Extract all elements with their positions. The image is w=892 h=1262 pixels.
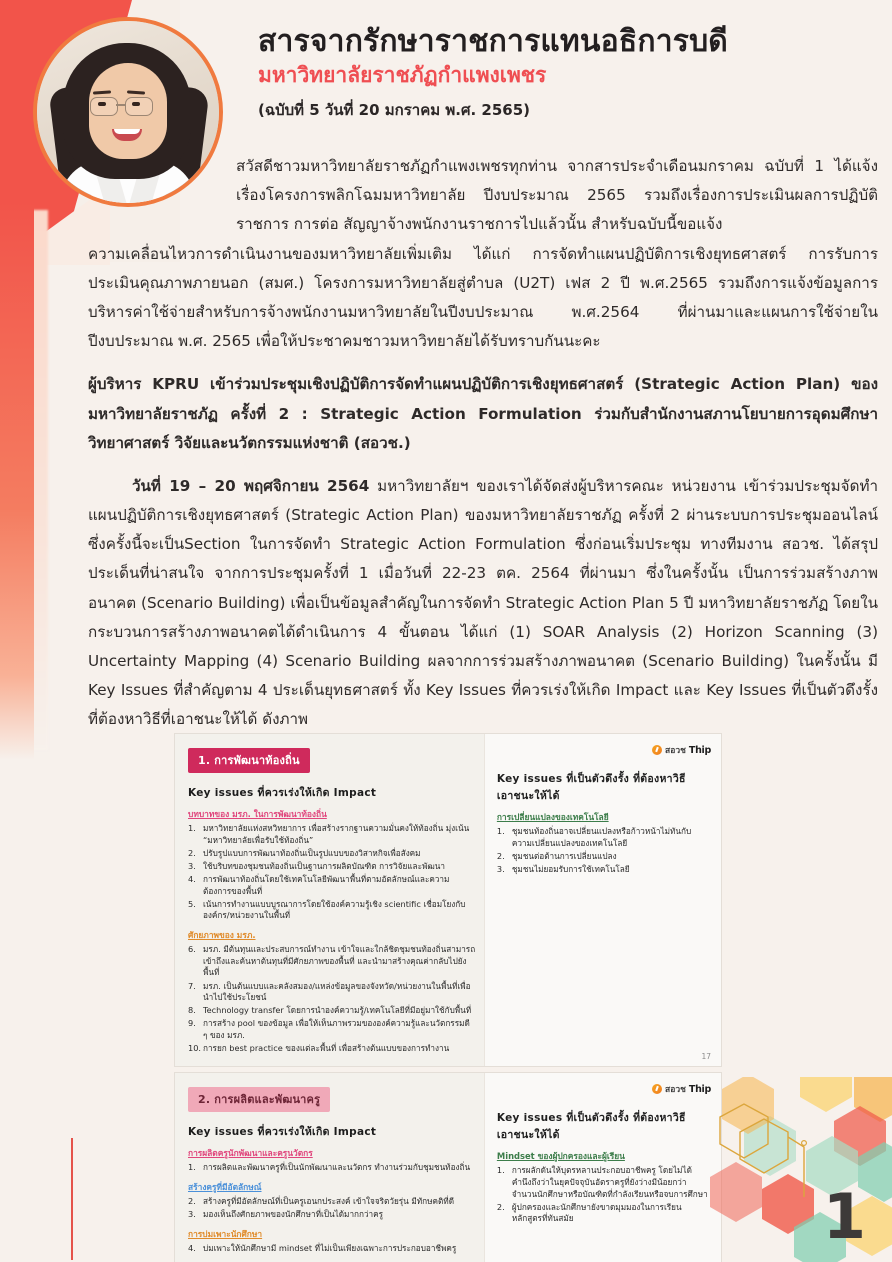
avatar-teeth bbox=[114, 129, 140, 134]
glasses-icon-left bbox=[90, 97, 118, 116]
list-item-number: 3. bbox=[496, 863, 505, 874]
list-item bbox=[188, 1162, 476, 1174]
list-item bbox=[497, 851, 711, 863]
slide-title-pill: 2. การผลิตและพัฒนาครู bbox=[188, 1087, 330, 1112]
paragraph-1-indented: สวัสดีชาวมหาวิทยาลัยราชภัฏกำแพงเพชรทุกท่าน จากสารประจำเดือนมกราคม ฉบับที่ 1 ได้แจ้งเรื่องโครงการพลิกโฉมมหาวิทยาลัย ปีงบประมาณ 2565 รวมถึงเรื่องการประเมินผลการปฏิบัติราชการ การต่อ สัญญาจ้างพนักงานราชการไปแล้วนั้น สำหรับฉบับนี้ขอแจ้ง bbox=[236, 157, 878, 234]
list-item-text: ผู้ปกครองและนักศึกษายังขาดมุมมองในการเรียนหลักสูตรที่ทันสมัย bbox=[511, 1201, 682, 1224]
list-item-text: การผลิตและพัฒนาครูที่เป็นนักพัฒนาและนวัตกร ทำงานร่วมกับชุมชนท้องถิ่น bbox=[203, 1162, 471, 1173]
slide-card bbox=[174, 733, 722, 1067]
list-item-number: 8. bbox=[188, 1005, 196, 1016]
logo-text: สอวช bbox=[665, 746, 686, 756]
list-item bbox=[497, 864, 711, 876]
list-item-number: 2. bbox=[188, 847, 196, 858]
list-item-number: 1. bbox=[188, 823, 196, 833]
logo-brand-text: Thip bbox=[688, 1083, 711, 1095]
issue-list bbox=[188, 823, 476, 922]
paragraph-2-text: มหาวิทยาลัยฯ ของเราได้จัดส่งผู้บริหารคณะ หน่วยงาน เข้าร่วมประชุมจัดทำแผนปฏิบัติการเชิงยุทธศาสตร์ (Strategic Action Plan) ของมหาวิทยาลัยราชภัฏ ครั้งที่ 2 ผ่านระบบการประชุมออนไลน์ ซึ่งครั้งนี้จะเป็นSection ในการจัดทำ Strategic Action Formulation ซึ่งก่อนเริ่มประชุม ทางทีมงาน สอวช. ได้สรุปประเด็นที่น่าสนใจ จากการประชุมครั้งที่ 1 เมื่อวันที่ 22-23 ตค. 2564 ที่ผ่านมา ซึ่งในครั้งนั้น เป็นการร่วมสร้างภาพอนาคต (Scenario Building) เพื่อเป็นข้อมูลสำคัญในการจัดทำ Strategic Action Plan 5 ปี มหาวิทยาลัยราชภัฏ โดยในกระบวนการสร้างภาพอนาคตได้ดำเนินการ 4 ขั้นตอน ได้แก่ (1) SOAR Analysis (2) Horizon Scanning (3) Uncertainty Mapping (4) Scenario Building ผลจากการร่วมสร้างภาพอนาคต (Scenario Building) ในครั้งนั้น มี Key Issues ที่สำคัญตาม 4 ประเด็นยุทธศาสตร์ ทั้ง Key Issues ที่ควรเร่งให้เกิด Impact และ Key Issues ที่เป็นตัวดึงรั้งที่ต้องหาวิธีที่เอาชนะให้ได้ ดังภาพ bbox=[88, 476, 878, 729]
list-item bbox=[497, 826, 711, 849]
list-item-text: ปรับรูปแบบการพัฒนาท้องถิ่นเป็นรูปแบบของวิสาหกิจเพื่อสังคม bbox=[203, 847, 421, 858]
list-item-text: การยก best practice ของแต่ละพื้นที่ เพื่อสร้างต้นแบบของการทำงาน bbox=[203, 1043, 450, 1054]
list-item-number: 6. bbox=[188, 944, 196, 955]
list-item-text: ชุมชนต่อต้านการเปลี่ยนแปลง bbox=[511, 850, 617, 861]
sovch-thip-logo bbox=[652, 743, 711, 757]
issue-list bbox=[497, 826, 711, 876]
impact-heading: Key issues ที่ควรเร่งให้เกิด Impact bbox=[188, 1126, 377, 1139]
group-label: การเปลี่ยนแปลงของเทคโนโลยี bbox=[496, 812, 609, 822]
barrier-heading: Key issues ที่เป็นตัวดึงรั้ง ที่ต้องหาวิธีเอาชนะให้ได้ bbox=[496, 773, 686, 802]
list-item-number: 1. bbox=[188, 1162, 196, 1173]
list-item-number: 10. bbox=[188, 1043, 202, 1054]
list-item bbox=[188, 899, 476, 922]
page-subtitle: มหาวิทยาลัยราชภัฏกำแพงเพชร bbox=[258, 63, 547, 88]
list-item bbox=[188, 944, 476, 979]
list-item bbox=[188, 823, 476, 846]
list-item-text: เน้นการทำงานแบบบูรณาการโดยใช้องค์ความรู้เชิง scientific เชื่อมโยงกับองค์กร/หน่วยงานในพื้นที่ bbox=[203, 898, 466, 921]
logo-swoosh-icon bbox=[652, 745, 662, 755]
list-item-text: ใช้บริบทของชุมชนท้องถิ่นเป็นฐานการผลิตบัณฑิต การวิจัยและพัฒนา bbox=[203, 860, 445, 871]
paragraph-2-date: วันที่ 19 – 20 พฤศจิกายน 2564 bbox=[132, 476, 370, 495]
slide-card bbox=[174, 1072, 722, 1262]
list-item bbox=[188, 1196, 476, 1208]
slide-gallery bbox=[174, 733, 722, 1262]
page-title: สารจากรักษาราชการแทนอธิการบดี bbox=[258, 24, 728, 59]
list-item bbox=[497, 1202, 711, 1225]
list-item-number: 3. bbox=[188, 860, 196, 871]
group-label: Mindset ของผู้ปกครองและผู้เรียน bbox=[496, 1151, 625, 1162]
slide-columns bbox=[175, 1073, 721, 1262]
logo-brand-text: Thip bbox=[688, 744, 711, 756]
logo-swoosh-icon bbox=[652, 1084, 662, 1094]
list-item bbox=[188, 1043, 476, 1055]
list-item-text: มรภ. มีต้นทุนและประสบการณ์ทำงาน เข้าใจและใกล้ชิดชุมชนท้องถิ่นสามารถเข้าถึงและค้นหาต้นทุนที่มีศักยภาพของพื้นที่ และนำมาสร้างคุณค่ากลับไปยังพื้นที่ bbox=[203, 944, 476, 978]
list-item-number: 2. bbox=[496, 1201, 505, 1212]
glasses-bridge bbox=[116, 104, 125, 106]
issue-list bbox=[497, 1165, 711, 1225]
list-item-number: 4. bbox=[188, 874, 196, 885]
left-vertical-rule bbox=[71, 1138, 73, 1260]
list-item-number: 2. bbox=[496, 850, 505, 861]
logo-text: สอวช bbox=[665, 1085, 686, 1096]
list-item bbox=[188, 1209, 476, 1221]
list-item-text: สร้างครูที่มีอัตลักษณ์ที่เป็นครูเอนกประสงค์ เข้าใจจริตวัยรุ่น มีทักษคติที่ดี bbox=[203, 1196, 455, 1207]
slide-left-column bbox=[175, 734, 484, 1066]
group-label: บทบาทของ มรภ. ในการพัฒนาท้องถิ่น bbox=[188, 809, 327, 819]
list-item-text: การสร้าง pool ของข้อมูล เพื่อให้เห็นภาพรวมขององค์ความรู้และนวัตกรรมดี ๆ ของ มรภ. bbox=[203, 1018, 470, 1041]
list-item-text: มหาวิทยาลัยแห่งสหวิทยาการ เพื่อสร้างรากฐานความมั่นคงให้ท้องถิ่น มุ่งเน้น “มหาวิทยาลัยเพื่อรับใช้ท้องถิ่น” bbox=[203, 823, 470, 845]
list-item-number: 5. bbox=[188, 898, 196, 909]
list-item-text: การผลักดันให้บุตรหลานประกอบอาชีพครู โดยไม่ได้คำนึงถึงว่าในยุคปัจจุบันอัตราครูที่ยังว่างมีน้อยกว่าจำนวนนักศึกษาหรือบัณฑิตที่กำลังเรียนหรือจบการศึกษา bbox=[511, 1165, 708, 1199]
group-label: สร้างครูที่มีอัตลักษณ์ bbox=[188, 1182, 262, 1193]
list-item bbox=[188, 848, 476, 860]
avatar-eye-right bbox=[132, 102, 140, 106]
left-accent-band bbox=[0, 200, 34, 760]
list-item-number: 3. bbox=[188, 1209, 196, 1220]
list-item-number: 4. bbox=[188, 1242, 196, 1253]
slide-page-number: 17 bbox=[701, 1052, 711, 1062]
list-item-number: 7. bbox=[188, 980, 196, 991]
issue-list bbox=[188, 1196, 476, 1221]
issue-list bbox=[188, 1243, 476, 1255]
paragraph-2 bbox=[88, 472, 878, 735]
avatar-eye-left bbox=[98, 102, 106, 106]
slide-title-pill: 1. การพัฒนาท้องถิ่น bbox=[188, 748, 310, 773]
list-item-number: 1. bbox=[496, 826, 505, 836]
list-item-number: 1. bbox=[496, 1165, 505, 1176]
barrier-heading: Key issues ที่เป็นตัวดึงรั้ง ที่ต้องหาวิธีเอาชนะให้ได้ bbox=[496, 1112, 686, 1142]
list-item-text: มองเห็นถึงศักยภาพของนักศึกษาที่เป็นได้มากกว่าครู bbox=[203, 1209, 384, 1220]
list-item-text: Technology transfer โดยการนำองค์ความรู้/เทคโนโลยีที่มีอยู่มาใช้กับพื้นที่ bbox=[203, 1005, 472, 1016]
slide-columns bbox=[175, 734, 721, 1066]
list-item-text: ชุมชนท้องถิ่นอาจเปลี่ยนแปลงหรือก้าวหน้าไม่ทันกับความเปลี่ยนแปลงของเทคโนโลยี bbox=[511, 826, 692, 848]
list-item bbox=[188, 861, 476, 873]
list-item-number: 2. bbox=[188, 1196, 196, 1207]
section-heading: ผู้บริหาร KPRU เข้าร่วมประชุมเชิงปฏิบัติการจัดทำแผนปฏิบัติการเชิงยุทธศาสตร์ (Strategic Action Plan) ของมหาวิทยาลัยราชภัฏ ครั้งที่ 2 : Strategic Action Formulation ร่วมกับสำนักงานสภานโยบายการอุดมศึกษา วิทยาศาสตร์ วิจัยและนวัตกรรมแห่งชาติ (สอวช.) bbox=[88, 375, 878, 452]
slide-right-column bbox=[484, 734, 721, 1066]
glasses-icon-right bbox=[125, 97, 153, 116]
list-item-text: การพัฒนาท้องถิ่นโดยใช้เทคโนโลยีพัฒนาพื้นที่ตามอัตลักษณ์และความต้องการของพื้นที่ bbox=[203, 874, 450, 896]
impact-heading: Key issues ที่ควรเร่งให้เกิด Impact bbox=[188, 787, 377, 799]
list-item-text: ชุมชนไม่ยอมรับการใช้เทคโนโลยี bbox=[511, 863, 630, 874]
slide-left-column bbox=[175, 1073, 484, 1262]
list-item bbox=[188, 1243, 476, 1255]
list-item bbox=[188, 874, 476, 897]
group-label: การบ่มเพาะนักศึกษา bbox=[188, 1228, 263, 1239]
issue-line: (ฉบับที่ 5 วันที่ 20 มกราคม พ.ศ. 2565) bbox=[258, 100, 530, 119]
list-item-text: มรภ. เป็นต้นแบบและคลังสมอง/แหล่งข้อมูลของจังหวัด/หน่วยงานในพื้นที่เพื่อนำไปใช้ประโยชน์ bbox=[203, 980, 471, 1003]
hexagon-decoration bbox=[692, 1077, 892, 1262]
list-item bbox=[188, 981, 476, 1004]
slide-right-column bbox=[484, 1073, 721, 1262]
list-item bbox=[497, 1165, 711, 1200]
article-body bbox=[88, 152, 878, 735]
group-label: ศักยภาพของ มรภ. bbox=[188, 930, 256, 941]
paragraph-1-continued: ความเคลื่อนไหวการดำเนินงานของมหาวิทยาลัยเพิ่มเติม ได้แก่ การจัดทำแผนปฏิบัติการเชิงยุทธศาสตร์ การรับการประเมินคุณภาพภายนอก (สมศ.) โครงการมหาวิทยาลัยสู่ตำบล (U2T) เฟส 2 ปี พ.ศ.2565 รวมถึงการแจ้งข้อมูลการบริหารค่าใช้จ่ายสำหรับการจ้างพนักงานมหาวิทยาลัยในปีงบประมาณ พ.ศ.2564 ที่ผ่านมาและแผนการใช้จ่ายในปีงบประมาณ พ.ศ. 2565 เพื่อให้ประชาคมชาวมหาวิทยาลัยได้รับทราบกันนะคะ bbox=[88, 244, 878, 351]
list-item-number: 9. bbox=[188, 1018, 196, 1029]
issue-list bbox=[188, 1162, 476, 1174]
issue-list bbox=[188, 944, 476, 1055]
list-item bbox=[188, 1005, 476, 1017]
list-item-text: บ่มเพาะให้นักศึกษามี mindset ที่ไม่เป็นเพียงเฉพาะการประกอบอาชีพครู bbox=[203, 1242, 457, 1253]
header bbox=[258, 24, 878, 122]
page-number: 1 bbox=[822, 1180, 866, 1253]
list-item bbox=[188, 1018, 476, 1041]
group-label: การผลิตครูนักพัฒนาและครูนวัตกร bbox=[188, 1148, 313, 1159]
